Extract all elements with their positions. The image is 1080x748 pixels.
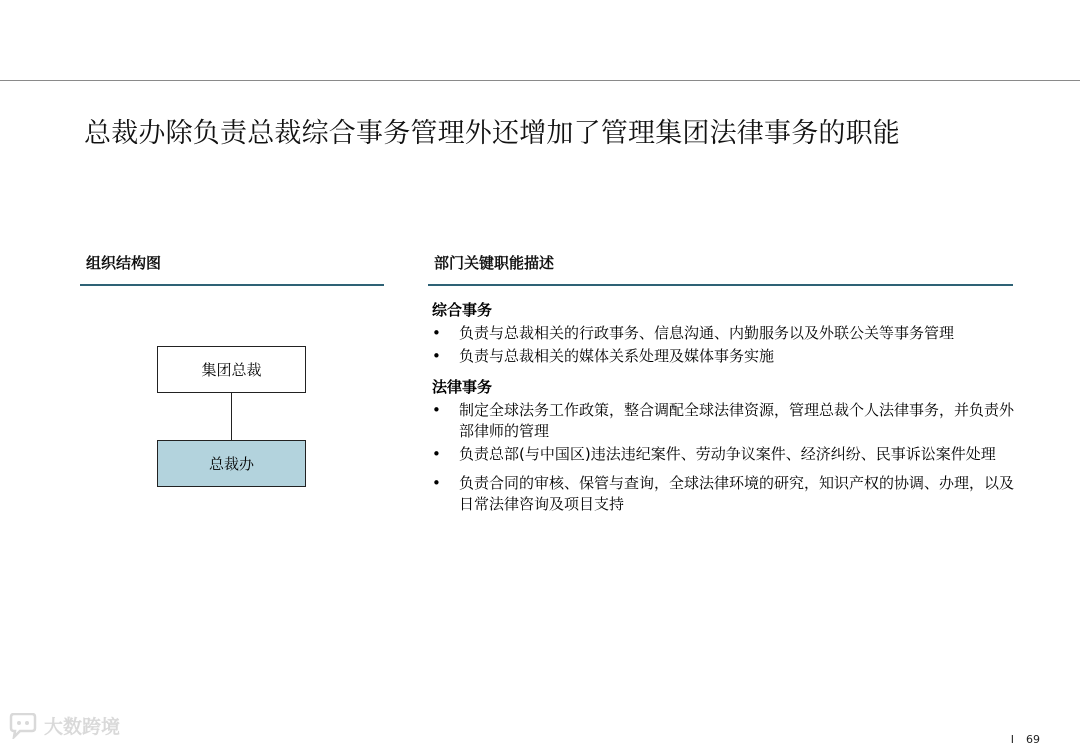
org-node-label: 总裁办 — [208, 455, 254, 473]
org-chart-heading-rule — [80, 284, 384, 286]
org-node-president-office — [157, 440, 306, 487]
bullet-icon: • — [432, 324, 441, 342]
functions-description — [432, 300, 1022, 525]
page-title: 总裁办除负责总裁综合事务管理外还增加了管理集团法律事务的职能 — [84, 118, 900, 149]
list-item: • 负责总部(与中国区)违法违纪案件、劳动争议案件、经济纠纷、民事诉讼案件处理 — [432, 445, 996, 463]
watermark-text: 大数跨境 — [44, 716, 121, 738]
watermark — [8, 712, 120, 739]
function-list — [432, 323, 1022, 367]
list-item: • 负责与总裁相关的行政事务、信息沟通、内勤服务以及外联公关等事务管理 — [432, 324, 955, 342]
bullet-icon: • — [432, 401, 441, 419]
function-group-general — [432, 300, 1022, 367]
functions-heading: 部门关键职能描述 — [434, 254, 555, 272]
org-node-group-president — [157, 346, 306, 393]
bullet-icon: • — [432, 347, 441, 365]
org-chart-heading: 组织结构图 — [86, 254, 162, 272]
org-connector-line — [231, 392, 232, 440]
org-node-label: 集团总裁 — [201, 361, 262, 379]
footer-separator: I — [1010, 733, 1014, 746]
top-divider — [0, 80, 1080, 81]
bullet-icon: • — [432, 474, 441, 492]
function-group-heading: 综合事务 — [432, 301, 493, 319]
functions-heading-rule — [428, 284, 1013, 286]
list-item: • 负责与总裁相关的媒体关系处理及媒体事务实施 — [432, 347, 775, 365]
function-group-heading: 法律事务 — [432, 378, 493, 396]
chat-bubble-icon — [8, 713, 38, 739]
page-number: 69 — [1026, 733, 1040, 746]
function-group-legal — [432, 377, 1022, 515]
page-footer — [1011, 733, 1040, 746]
bullet-icon: • — [432, 445, 441, 463]
list-item: • 制定全球法务工作政策，整合调配全球法律资源，管理总裁个人法律事务，并负责外部律师的管理 — [432, 401, 1015, 440]
list-item: • 负责合同的审核、保管与查询，全球法律环境的研究，知识产权的协调、办理，以及日常法律咨询及项目支持 — [432, 474, 1015, 513]
function-list — [432, 400, 1022, 515]
